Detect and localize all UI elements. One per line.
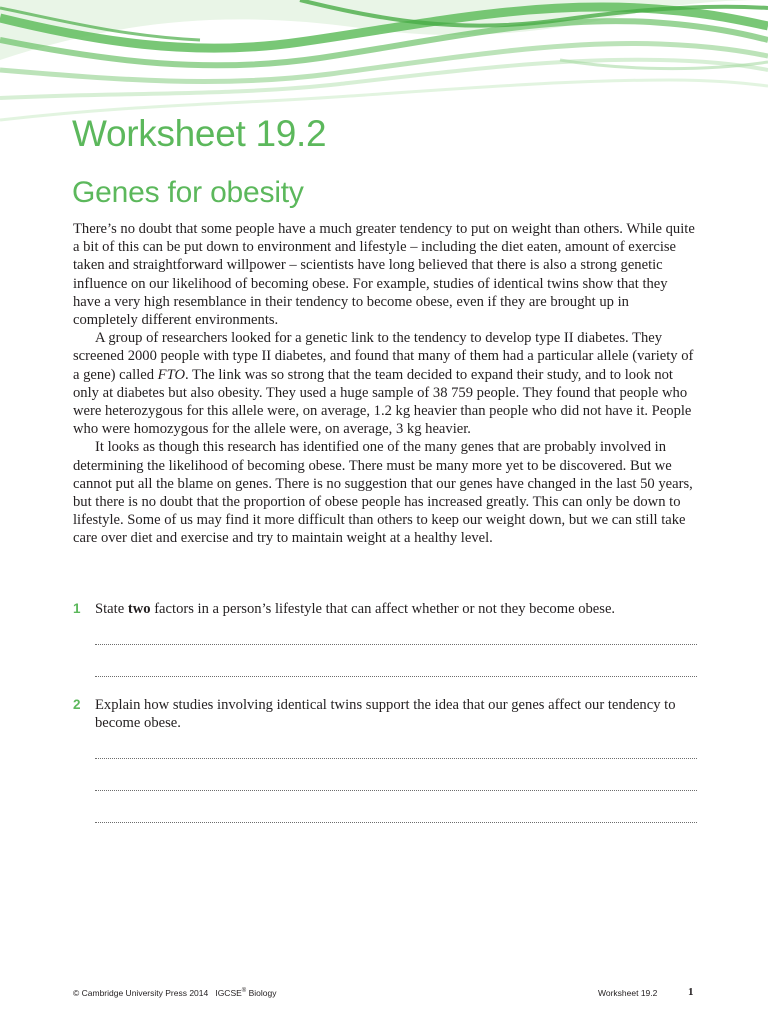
- question-1-number: 1: [73, 601, 81, 616]
- question-2-text: Explain how studies involving identical twins support the idea that our genes affect our tendency to become obese.: [95, 697, 676, 732]
- answer-line-1a[interactable]: [95, 644, 697, 645]
- question-2-number: 2: [73, 697, 81, 712]
- paragraph-2: [73, 329, 697, 438]
- paragraph-3: It looks as though this research has identified one of the many genes that are probably involved in determining the likelihood of becoming obese. There must be many more yet to be discovered. But we cannot put all the blame on genes. There is no suggestion that our genes have changed in the last 50 years, but there is no doubt that the proportion of obese people has increased greatly. This can only be down to lifestyle. Some of us may find it more difficult than others to keep our weight down, but we can still take care over diet and exercise and try to maintain weight at a healthy level.: [73, 439, 693, 547]
- paragraph-2-start: A group of researchers looked for a genetic link to the tendency to develop type II diabetes. They screened 2000 people with type II diabetes, and found that many of them had a particular allele (variety of a gene) called: [73, 330, 694, 383]
- question-1: [73, 600, 697, 618]
- worksheet-title: Worksheet 19.2: [72, 113, 327, 154]
- answer-line-1b[interactable]: [95, 676, 697, 677]
- paragraph-1: There’s no doubt that some people have a much greater tendency to put on weight than others. While quite a bit of this can be put down to environment and lifestyle – including the diet eaten, amount of exercise taken and straightforward willpower – scientists have long believed that there is also a strong genetic influence on our likelihood of becoming obese. For example, studies of identical twins show that they have a very high resemblance in their tendency to become obese, even if they are brought up in completely different environments.: [73, 221, 695, 329]
- question-1-text: State two factors in a person’s lifestyle that can affect whether or not they become obese.: [95, 601, 616, 617]
- footer-course: IGCSE: [215, 988, 242, 998]
- footer-worksheet-ref: Worksheet 19.2: [598, 988, 658, 998]
- answer-line-2b[interactable]: [95, 790, 697, 791]
- footer-subject: Biology: [248, 988, 277, 998]
- gene-name: FTO: [157, 366, 185, 383]
- answer-line-2a[interactable]: [95, 758, 697, 759]
- answer-line-2c[interactable]: [95, 822, 697, 823]
- page-number: 1: [688, 986, 694, 998]
- footer-copyright: © Cambridge University Press 2014 IGCSE® Biology: [73, 988, 277, 998]
- article-body: [73, 220, 697, 548]
- page-subtitle: Genes for obesity: [72, 176, 304, 209]
- question-1-emphasis: two: [127, 601, 151, 617]
- paragraph-2-end: . The link was so strong that the team decided to expand their study, and to look not only at diabetes but also obesity. They used a huge sample of 38 759 people. They found that people who were heterozygous for this allele were, on average, 1.2 kg heavier than people who did not have it. People who were homozygous for the allele were, on average, 3 kg heavier.: [73, 366, 692, 438]
- question-2: [73, 696, 697, 732]
